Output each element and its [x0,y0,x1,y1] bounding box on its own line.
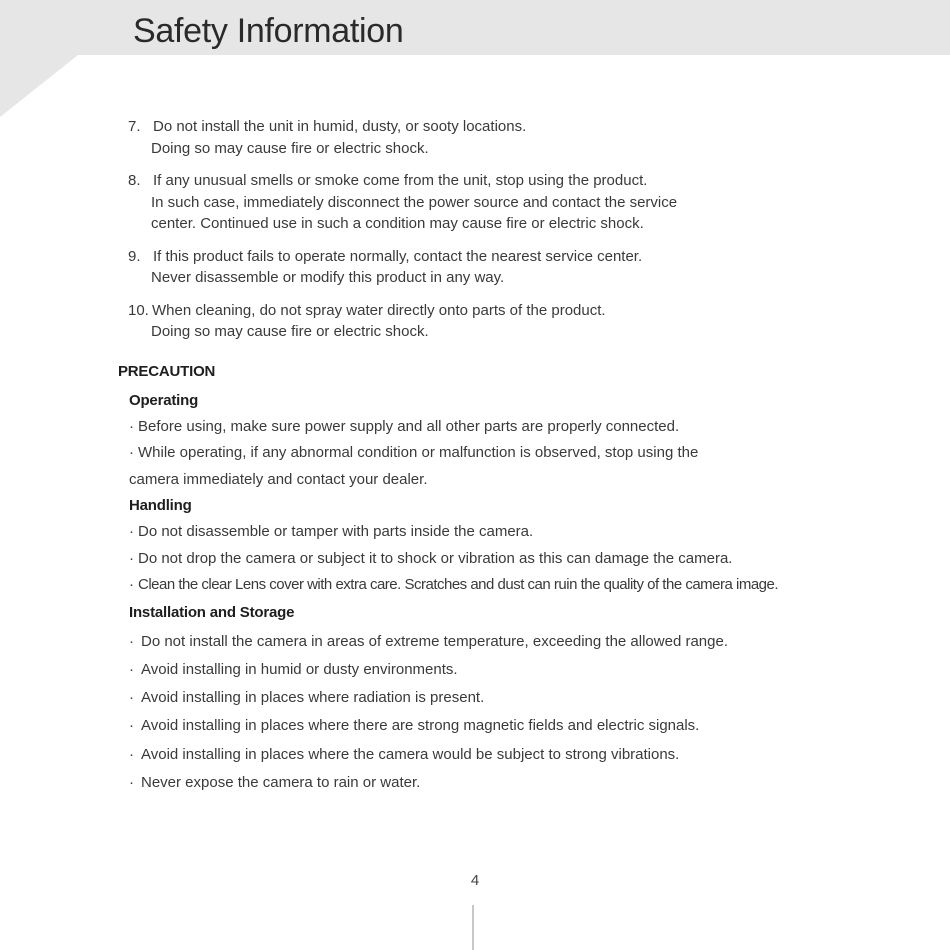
numbered-safety-list [128,116,848,343]
operating-bullet: · While operating, if any abnormal condition or malfunction is observed, stop using the [129,444,699,461]
operating-continuation: camera immediately and contact your dealer. [129,471,428,488]
item-text: When cleaning, do not spray water directly onto parts of the product. [152,301,606,319]
bullet-dot: · [129,576,134,593]
bullet-dot: · [129,746,134,763]
footer-divider [472,905,474,950]
bullet-dot: · [129,418,134,435]
operating-bullet: · Before using, make sure power supply and all other parts are properly connected. [129,418,680,435]
handling-bullet: · Do not drop the camera or subject it to shock or vibration as this can damage the camera. [129,550,733,567]
installation-bullet: · Avoid installing in humid or dusty environments. [129,661,458,678]
item-text: If any unusual smells or smoke come from the unit, stop using the product. [153,172,648,189]
header-corner-decoration [0,55,78,117]
handling-heading: Handling [129,497,192,514]
item-text: If this product fails to operate normally, contact the nearest service center. [153,247,643,265]
item-continuation: In such case, immediately disconnect the power source and contact the service [151,193,678,211]
bullet-dot: · [129,444,134,461]
installation-bullet: · Avoid installing in places where the camera would be subject to strong vibrations. [129,746,680,763]
installation-bullet: · Never expose the camera to rain or water. [129,774,421,791]
bullet-dot: · [129,523,134,540]
item-number: 8. [128,172,141,189]
handling-bullet: · Clean the clear Lens cover with extra care. Scratches and dust can ruin the quality of the camera image. [129,576,779,593]
operating-heading: Operating [129,392,199,409]
bullet-dot: · [129,661,134,678]
list-item [128,170,848,235]
list-item [128,300,848,343]
list-item [128,116,848,159]
bullet-dot: · [129,774,134,791]
bullet-dot: · [129,689,134,706]
installation-heading: Installation and Storage [129,604,295,621]
item-number: 9. [128,247,141,265]
handling-bullet: · Do not disassemble or tamper with parts inside the camera. [129,523,534,540]
installation-bullet: · Do not install the camera in areas of extreme temperature, exceeding the allowed range. [129,633,728,650]
item-number: 7. [128,118,141,135]
page-number: 4 [470,872,480,889]
precaution-title: PRECAUTION [118,363,216,380]
item-continuation: Doing so may cause fire or electric shock. [151,323,429,340]
bullet-dot: · [129,550,134,567]
item-continuation: center. Continued use in such a condition may cause fire or electric shock. [151,215,644,232]
installation-bullet: · Avoid installing in places where radiation is present. [129,689,485,706]
item-continuation: Never disassemble or modify this product in any way. [151,269,505,286]
list-item [128,246,848,289]
bullet-dot: · [129,633,134,650]
item-number: 10. [128,301,149,319]
installation-bullet: · Avoid installing in places where there are strong magnetic fields and electric signals. [129,717,700,734]
item-continuation: Doing so may cause fire or electric shock. [151,139,429,157]
page-title: Safety Information [133,12,404,50]
item-text: Do not install the unit in humid, dusty, or sooty locations. [153,118,527,135]
bullet-dot: · [129,717,134,734]
